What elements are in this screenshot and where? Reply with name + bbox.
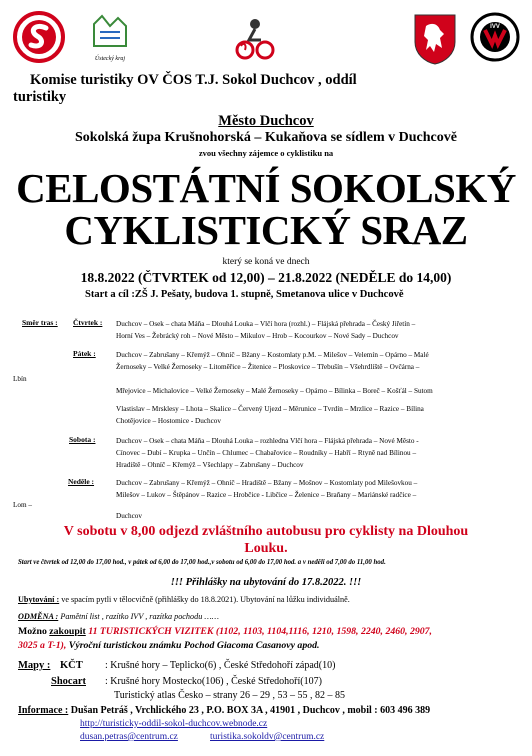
cycling-logo [233,12,277,62]
info-label: Informace : [18,705,69,716]
sunday-route-2: Milešov – Lukov – Štěpánov – Razice – Hrobčice - Libčice – Želenice – Braňany – Mariánské radčice – [116,491,417,499]
maps-kct-label: KČT [60,660,83,671]
bus-line-2: Louku. [244,541,288,556]
sokol-logo [13,11,65,63]
friday-route: Duchcov – Zabrušany – Křemýž – Ohníč – Bžany – Kostomlaty p.M. – Milešov – Velemín – Opárno – Malé [116,351,429,359]
info-line [18,705,430,716]
saturday-label: Sobota : [69,435,96,444]
organizer-line: Komise turistiky OV ČOS T.J. Sokol Duchcov , oddíl [30,72,357,88]
friday-label: Pátek : [73,349,96,358]
maps-shocart-colon: : [105,676,111,687]
title-line-2: CYKLISTICKÝ SRAZ [64,207,468,253]
badges-prefix: Možno [18,626,50,637]
event-dates: 18.8.2022 (ČTVRTEK od 12,00) – 21.8.2022 (NEDĚLE do 14,00) [80,270,452,285]
maps-kct-colon: : [105,660,111,671]
event-intro: který se koná ve dnech [222,257,310,267]
badges-list-2: 3025 a T-1), [18,640,67,651]
friday-route-4: Vlastislav – Mrsklesy – Lhota – Skalice – Červený Ujezd – Měrunice – Tvrdín – Mrzlice – Razice – Bílina [116,405,424,413]
lodging-line [18,595,350,604]
thursday-route: Duchcov – Osek – chata Máňa – Dlouhá Louka – Vlčí hora (rozhl.) – Flájská přehrada – Český Jiřetín – [116,320,416,328]
start-times: Start ve čtvrtek od 12,00 do 17,00 hod., v pátek od 6,00 do 17,00 hod.,v sobotu od 6,00 do 17,00 hod. a v neděli od 7,00 do 11,00 hod. [18,559,386,566]
bus-line: V sobotu v 8,00 odjezd zvláštního autobusu pro cyklisty na Dlouhou [63,524,469,539]
registration-deadline: !!! Přihlášky na ubytování do 17.8.2022. !!! [170,577,362,588]
logo2-text: Ústecký kraj [94,56,126,62]
saturday-route: Duchcov – Osek – chata Máňa – Dlouhá Louka – rozhledna Vlčí hora – Flájská přehrada – Nové Město - [116,437,419,445]
sunday-label: Neděle : [68,477,95,486]
friday-route-5: Chotějovice – Hostomice - Duchcov [116,417,221,425]
title-line-1: CELOSTÁTNÍ SOKOLSKÝ [16,165,516,211]
maps-kct [105,660,335,671]
lodging-label: Ubytování : [18,595,60,604]
badges-list: 11 TURISTICKÝCH VIZITEK (1102, 1103, 1104,1116, 1210, 1598, 2240, 2460, 2907, [85,626,432,637]
start-location: Start a cíl :ZŠ J. Pešaty, budova 1. stupně, Smetanova ulice v Duchcově [85,289,404,300]
organizer-line-2: turistiky [13,89,67,105]
ivv-logo [470,12,520,62]
invite-line: zvou všechny zájemce o cyklistiku na [198,148,334,158]
thursday-route-2: Horní Ves – Žebrácký roh – Nové Město – Mikulov – Hrob – Kocourkov – Nové Sady – Duchcov [116,332,399,340]
maps-shocart [105,676,322,687]
info-text: Dušan Petráš , Vrchlického 23 , P.O. BOX 3A , 41901 , Duchcov , mobil : 603 496 389 [68,705,431,716]
friday-route-2: Žernoseky – Velké Žernoseky – Litoměřice – Žitenice – Ploskovice – Třebušín – Všehrdlíště – Ovčárna – [116,363,420,371]
email-link-1[interactable]: dusan.petras@centrum.cz [80,732,178,742]
town-name: Město Duchcov [218,113,314,129]
saturday-route-2: Cínovec – Dubí – Krupka – Unčín – Chlumec – Chabařovice – Roudníky – Habří – Rtyně nad Bílinou – [116,449,417,457]
email-link-2[interactable]: turistika.sokoldv@centrum.cz [210,732,325,742]
maps-label: Mapy : [18,660,51,671]
maps-atlas-text: Turistický atlas Česko – strany 26 – 29 , 53 – 55 , 82 – 85 [114,690,346,701]
saturday-route-3: Hradiště – Ohníč – Křemýž – Všechlapy – Zabrušany – Duchcov [116,461,304,469]
maps-shocart-label: Shocart [51,676,86,687]
sunday-route: Duchcov – Zabrušany – Křemýž – Ohníč – Hradiště – Bžany – Mošnov – Kostomlaty pod Milešovkou – [116,479,418,487]
lodging-text: ve spacím pytli v tělocvičně (přihlášky do 18.8.2021). Ubytování na lůžku individuálně. [59,595,350,604]
badges-annual: Výroční turistickou známku Pochod Giacoma Casanovy apod. [66,640,320,651]
sunday-route-3: Duchcov [116,512,142,520]
friday-route-3: Mřejovice – Michalovice – Velké Žernoseky – Malé Žernoseky – Opárno – Bílinka – Boreč – Košťál – Sutom [116,387,433,395]
ustecky-kraj-logo [88,12,132,68]
reward-line [18,612,219,621]
svg-text:IVV: IVV [490,24,500,30]
reward-text: Pamětní list , razítko IVV , razítka pochodu …… [58,612,219,621]
sunday-lom: Lom – [13,501,32,509]
badges-buy: zakoupit [49,626,86,637]
thursday-label: Čtvrtek : [73,318,103,327]
badges-line-2 [18,640,319,651]
maps-shocart-text: Krušné hory Mostecko(106) , České Středohoří(107) [110,676,322,687]
routes-label: Směr tras : [22,318,58,327]
badges-line [18,626,432,637]
friday-lbin: Lbín [13,375,27,383]
reward-label: ODMĚNA : [18,612,59,621]
zupa-line: Sokolská župa Krušnohorská – Kukaňova se sídlem v Duchcově [75,130,457,145]
maps-kct-text: Krušné hory – Teplicko(6) , České Středohoří západ(10) [110,660,336,671]
website-link[interactable]: http://turisticky-oddil-sokol-duchcov.webnode.cz [80,719,268,729]
duchcov-coat-of-arms [412,12,458,66]
